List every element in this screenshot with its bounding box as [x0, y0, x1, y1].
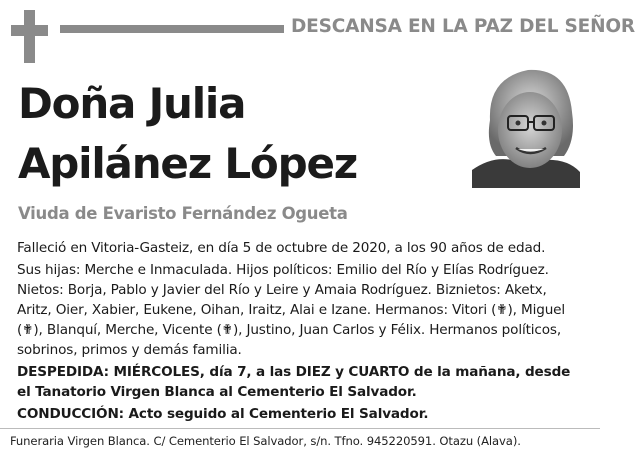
cross-icon [11, 10, 48, 63]
deceased-name-line1: Doña Julia [18, 79, 246, 128]
family-list: Sus hijas: Merche e Inmaculada. Hijos políticos: Emilio del Río y Elías Rodríguez. Nietos: Borja, Pablo y Javier del Río y Leire y Amaia Rodríguez. Biznietos: Aketx, Aritz, Oier, Xabier, Eukene, Oihan, Iraitz, Alai e Izane. Hermanos: Vitori (✟), Miguel (✟), Blanquí, Merche, Vicente (✟), Justino, Juan Carlos y Félix. Hermanos políticos, sobrinos, primos y demás familia. [17, 262, 566, 358]
obituary-body [17, 238, 583, 426]
procession-notice: CONDUCCIÓN: Acto seguido al Cementerio El Salvador. [17, 406, 429, 422]
header-rule [60, 25, 284, 33]
death-notice: Falleció en Vitoria-Gasteiz, en día 5 de octubre de 2020, a los 90 años de edad. [17, 240, 546, 256]
footer-divider [0, 428, 600, 429]
portrait-photo [472, 60, 580, 188]
widow-subtitle: Viuda de Evaristo Fernández Ogueta [18, 204, 348, 223]
header-text: DESCANSA EN LA PAZ DEL SEÑOR [291, 16, 635, 37]
deceased-name-line2: Apilánez López [18, 139, 357, 188]
funeral-home-footer: Funeraria Virgen Blanca. C/ Cementerio El Salvador, s/n. Tfno. 945220591. Otazu (Alava). [10, 434, 521, 448]
farewell-notice: DESPEDIDA: MIÉRCOLES, día 7, a las DIEZ y CUARTO de la mañana, desde el Tanatorio Virgen Blanca al Cementerio El Salvador. [17, 364, 571, 400]
